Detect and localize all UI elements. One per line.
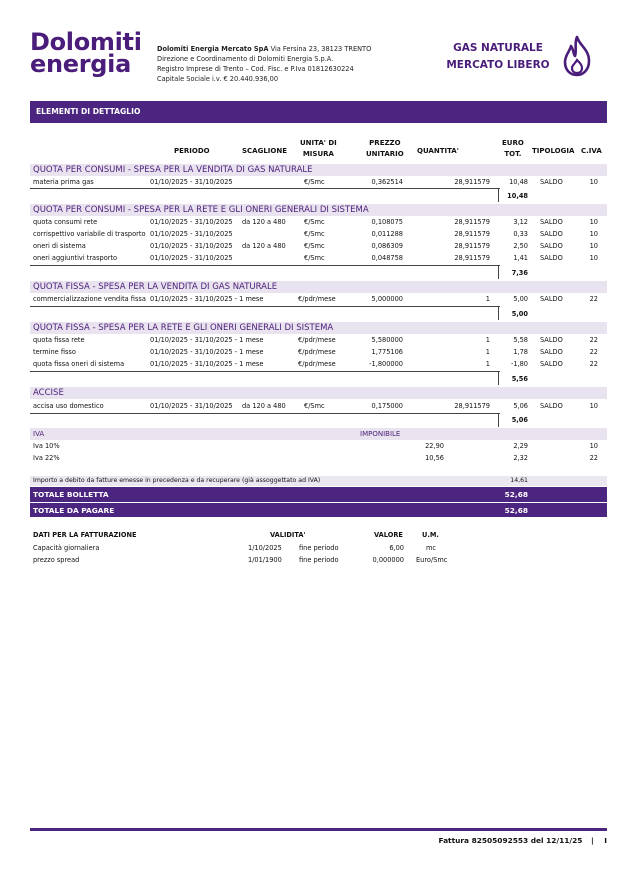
header-euro (502, 138, 524, 159)
row-desc: oneri di sistema (33, 242, 86, 250)
iva-desc: Iva 22% (33, 454, 60, 462)
row-iva: 22 (589, 336, 598, 344)
row-desc: corrispettivo variabile di trasporto (33, 230, 146, 238)
row-um: €/pdr/mese (298, 360, 336, 368)
row-period: 01/10/2025 - 31/10/2025 (150, 242, 233, 250)
fatturazione-fine: fine periodo (299, 556, 339, 564)
footer-separator: | (590, 836, 594, 845)
totale-pagare-value: 52,68 (504, 506, 528, 515)
divider (30, 413, 500, 414)
row-period: 01/10/2025 - 31/10/2025 (150, 218, 233, 226)
header-euro-line1: EURO (502, 139, 524, 147)
row-euro: 1,41 (513, 254, 528, 262)
row-iva: 22 (589, 360, 598, 368)
table-row (30, 176, 607, 188)
row-period: 01/10/2025 - 31/10/2025 (150, 402, 233, 410)
row-iva: 22 (589, 295, 598, 303)
header-euro-line2: TOT. (504, 149, 522, 158)
company-line4: Capitale Sociale i.v. € 20.440.936,00 (157, 75, 279, 83)
header-civa: C.IVA (581, 147, 602, 155)
row-prezzo: 0,086309 (371, 242, 403, 250)
row-iva: 10 (589, 230, 598, 238)
divider (30, 265, 500, 266)
row-desc: accisa uso domestico (33, 402, 104, 410)
row-tipo: SALDO (540, 230, 563, 238)
flame-icon (561, 35, 593, 77)
row-period: 01/10/2025 - 31/10/2025 - 1 mese (150, 295, 264, 303)
row-euro: 10,48 (509, 178, 528, 186)
row-tipo: SALDO (540, 242, 563, 250)
subtotal: 5,00 (511, 310, 528, 318)
product-line2: MERCATO LIBERO (446, 59, 550, 71)
row-qta: 28,911579 (454, 178, 490, 186)
section-title: ACCISE (30, 387, 607, 399)
row-desc: quota fissa oneri di sistema (33, 360, 125, 368)
row-desc: materia prima gas (33, 178, 94, 186)
divider (30, 371, 500, 372)
subtotal: 5,56 (511, 375, 528, 383)
row-euro: 2,50 (513, 242, 528, 250)
importo-debito-value: 14,61 (510, 477, 528, 484)
row-qta: 28,911579 (454, 218, 490, 226)
row-desc: commercializzazione vendita fissa (33, 295, 146, 303)
table-row (30, 358, 607, 370)
footer-invoice-ref (438, 836, 607, 845)
row-euro: 5,06 (513, 402, 528, 410)
row-period: 01/10/2025 - 31/10/2025 (150, 254, 233, 262)
row-period: 01/10/2025 - 31/10/2025 (150, 178, 233, 186)
section-title: QUOTA FISSA - SPESA PER LA RETE E GLI ONERI GENERALI DI SISTEMA (30, 322, 607, 334)
table-row (30, 252, 607, 264)
brand-logo-line2: energia (30, 50, 131, 78)
fatturazione-title: DATI PER LA FATTURAZIONE (33, 531, 137, 539)
iva-row (30, 452, 607, 464)
section-title: QUOTA FISSA - SPESA PER LA VENDITA DI GAS NATURALE (30, 281, 607, 293)
divider (30, 188, 500, 189)
row-prezzo: 1,775106 (371, 348, 403, 356)
row-qta: 28,911579 (454, 230, 490, 238)
row-period: 01/10/2025 - 31/10/2025 - 1 mese (150, 336, 264, 344)
row-um: €/pdr/mese (298, 348, 336, 356)
row-tipo: SALDO (540, 218, 563, 226)
header-prezzo-line1: PREZZO (369, 139, 401, 147)
table-row (30, 240, 607, 252)
divider (30, 306, 500, 307)
row-qta: 1 (485, 295, 490, 303)
row-qta: 28,911579 (454, 254, 490, 262)
brand-logo-line1: Dolomiti (30, 28, 142, 56)
iva-section-title (30, 428, 607, 440)
fatturazione-desc: prezzo spread (33, 556, 80, 564)
header-prezzo (366, 138, 404, 159)
fatturazione-fine: fine periodo (299, 544, 339, 552)
row-um: €/Smc (304, 178, 325, 186)
fatturazione-date: 1/01/1900 (248, 556, 282, 564)
fatturazione-desc: Capacità giornaliera (33, 544, 100, 552)
row-iva: 10 (589, 402, 598, 410)
row-tipo: SALDO (540, 402, 563, 410)
row-euro: 0,33 (513, 230, 528, 238)
row-qta: 1 (485, 360, 490, 368)
table-row (30, 346, 607, 358)
header-unita-line2: MISURA (302, 149, 334, 158)
product-line1: GAS NATURALE (453, 42, 543, 54)
brand-logo (30, 30, 145, 78)
row-qta: 28,911579 (454, 242, 490, 250)
header-quantita: QUANTITA' (417, 147, 459, 155)
totale-bolletta-label: TOTALE BOLLETTA (33, 490, 109, 499)
row-euro: 5,58 (513, 336, 528, 344)
row-desc: quota fissa rete (33, 336, 85, 344)
company-line1 (157, 44, 371, 54)
row-scaglione: da 120 a 480 (242, 218, 286, 226)
row-desc: quota consumi rete (33, 218, 98, 226)
iva-imponibile: 22,90 (425, 442, 444, 450)
row-desc: oneri aggiuntivi trasporto (33, 254, 118, 262)
iva-euro: 2,32 (513, 454, 528, 462)
row-prezzo: 5,580000 (371, 336, 403, 344)
row-period: 01/10/2025 - 31/10/2025 (150, 230, 233, 238)
fatturazione-validita-header: VALIDITA' (270, 531, 306, 539)
row-tipo: SALDO (540, 178, 563, 186)
row-euro: 5,00 (513, 295, 528, 303)
row-iva: 10 (589, 254, 598, 262)
header-unita (300, 138, 337, 159)
row-um: €/pdr/mese (298, 295, 336, 303)
row-um: €/Smc (304, 402, 325, 410)
fatturazione-um: mc (426, 544, 437, 552)
row-um: €/Smc (304, 242, 325, 250)
row-euro: 1,78 (513, 348, 528, 356)
subtotal: 5,06 (511, 416, 528, 424)
company-info (157, 44, 371, 84)
table-row (30, 334, 607, 346)
totale-pagare-label: TOTALE DA PAGARE (33, 506, 115, 515)
fatturazione-um: Euro/Smc (416, 556, 448, 564)
row-qta: 28,911579 (454, 402, 490, 410)
fatturazione-um-header: U.M. (422, 531, 439, 539)
table-row (30, 293, 607, 305)
row-iva: 10 (589, 242, 598, 250)
row-prezzo: 0,175000 (371, 402, 403, 410)
row-um: €/Smc (304, 230, 325, 238)
row-tipo: SALDO (540, 295, 563, 303)
header-scaglione: SCAGLIONE (242, 147, 287, 155)
iva-aliquota: 10 (589, 442, 598, 450)
subtotal: 7,36 (511, 269, 528, 277)
row-scaglione: da 120 a 480 (242, 242, 286, 250)
header-prezzo-line2: UNITARIO (366, 149, 404, 158)
detail-band: ELEMENTI DI DETTAGLIO (30, 101, 607, 123)
section-title: QUOTA PER CONSUMI - SPESA PER LA VENDITA DI GAS NATURALE (30, 164, 607, 176)
importo-debito-label: Importo a debito da fatture emesse in precedenza e da recuperare (già assoggettato ad IVA) (33, 477, 321, 484)
subtotal: 10,48 (507, 192, 528, 200)
row-um: €/Smc (304, 218, 325, 226)
row-um: €/pdr/mese (298, 336, 336, 344)
footer-divider (30, 828, 607, 831)
fatturazione-date: 1/10/2025 (248, 544, 282, 552)
row-iva: 22 (589, 348, 598, 356)
row-qta: 1 (485, 336, 490, 344)
footer-page: I (604, 836, 607, 845)
fatturazione-valore: 6,00 (389, 544, 404, 552)
iva-row (30, 440, 607, 452)
company-line2: Direzione e Coordinamento di Dolomiti Energia S.p.A. (157, 55, 334, 63)
fatturazione-valore-header: VALORE (374, 531, 403, 539)
table-row (30, 228, 607, 240)
iva-desc: Iva 10% (33, 442, 60, 450)
iva-aliquota: 22 (589, 454, 598, 462)
company-line3: Registro Imprese di Trento – Cod. Fisc. e P.Iva 01812630224 (157, 65, 354, 73)
row-tipo: SALDO (540, 254, 563, 262)
company-name: Dolomiti Energia Mercato SpA (157, 45, 269, 53)
row-period: 01/10/2025 - 31/10/2025 - 1 mese (150, 360, 264, 368)
row-tipo: SALDO (540, 348, 563, 356)
iva-euro: 2,29 (513, 442, 528, 450)
row-prezzo: 5,000000 (371, 295, 403, 303)
fatturazione-valore: 0,000000 (372, 556, 404, 564)
totale-bolletta-value: 52,68 (504, 490, 528, 499)
row-iva: 10 (589, 178, 598, 186)
row-iva: 10 (589, 218, 598, 226)
row-euro: 3,12 (513, 218, 528, 226)
header-unita-line1: UNITA' DI (300, 139, 337, 147)
row-qta: 1 (485, 348, 490, 356)
product-label (436, 40, 560, 74)
iva-imponibile: 10,56 (425, 454, 444, 462)
section-title: QUOTA PER CONSUMI - SPESA PER LA RETE E GLI ONERI GENERALI DI SISTEMA (30, 204, 607, 216)
row-prezzo: 0,108075 (371, 218, 403, 226)
totale-bolletta-row (30, 487, 607, 502)
header-tipologia: TIPOLOGIA (532, 147, 575, 155)
iva-imponibile-label: IMPONIBILE (360, 430, 401, 438)
importo-debito-row (30, 476, 607, 486)
row-desc: termine fisso (33, 348, 76, 356)
row-prezzo: -1,800000 (369, 360, 403, 368)
table-row (30, 216, 607, 228)
iva-title: IVA (33, 430, 45, 438)
footer-text: Fattura 82505092553 del 12/11/25 (438, 836, 583, 845)
row-tipo: SALDO (540, 336, 563, 344)
row-prezzo: 0,048758 (371, 254, 403, 262)
row-euro: -1,80 (510, 360, 528, 368)
row-period: 01/10/2025 - 31/10/2025 - 1 mese (150, 348, 264, 356)
totale-pagare-row (30, 502, 607, 517)
header-periodo: PERIODO (174, 147, 210, 155)
row-um: €/Smc (304, 254, 325, 262)
row-prezzo: 0,362514 (371, 178, 403, 186)
table-row (30, 400, 607, 412)
row-scaglione: da 120 a 480 (242, 402, 286, 410)
company-address: Via Fersina 23, 38123 TRENTO (268, 45, 372, 53)
row-tipo: SALDO (540, 360, 563, 368)
row-prezzo: 0,011288 (371, 230, 403, 238)
